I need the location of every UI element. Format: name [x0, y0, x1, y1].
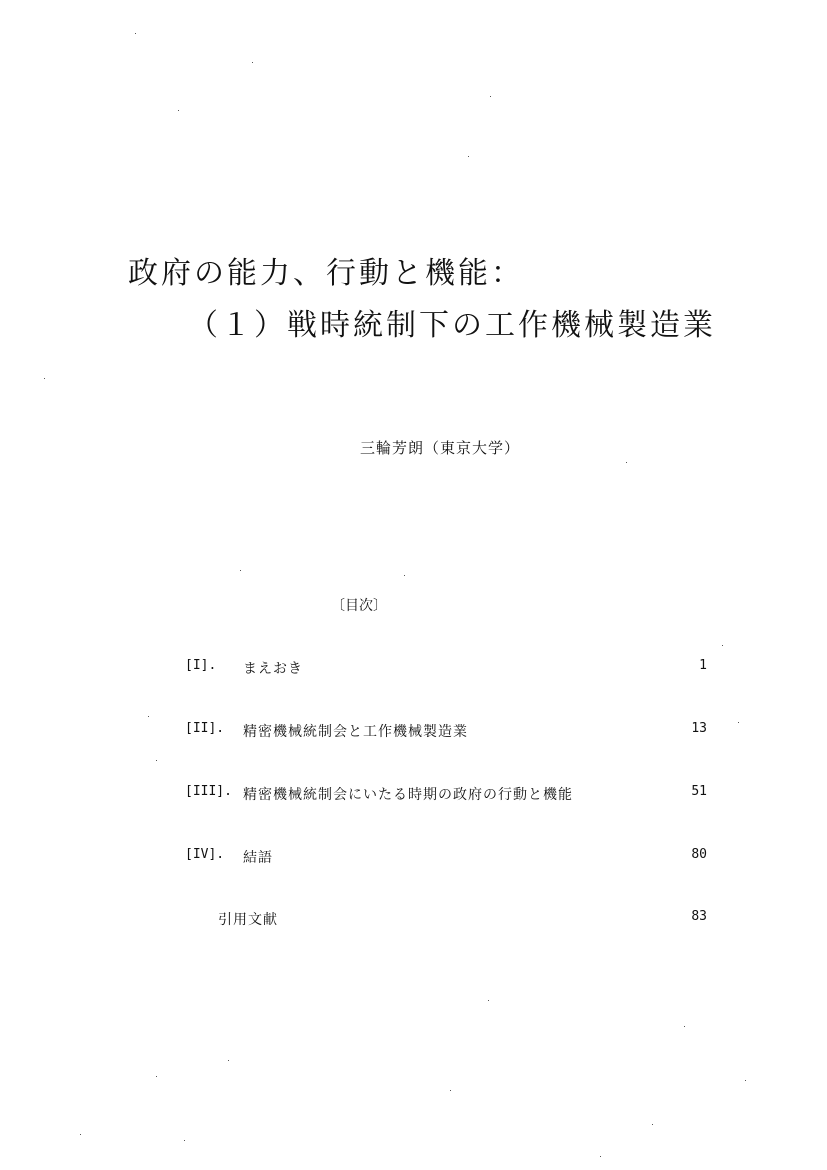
toc-item-number: [I].	[185, 658, 217, 673]
title-line-2: （１）戦時統制下の工作機械製造業	[188, 308, 716, 343]
toc-item-number: [II].	[185, 721, 225, 736]
toc-item-number: [III].	[185, 784, 232, 799]
toc-item-5	[0, 909, 827, 929]
toc-item-number: [IV].	[185, 847, 225, 862]
author-affiliation: 三輪芳朗（東京大学）	[360, 439, 521, 457]
toc-item-3	[0, 784, 827, 804]
toc-heading: 〔目次〕	[331, 598, 387, 614]
toc-item-2	[0, 721, 827, 741]
toc-item-page: 51	[691, 784, 707, 799]
toc-item-title: 結語	[243, 850, 273, 866]
toc-item-title: まえおき	[243, 661, 303, 677]
toc-item-page: 13	[691, 721, 707, 736]
toc-item-title: 引用文献	[218, 912, 278, 928]
toc-item-page: 80	[691, 847, 707, 862]
toc-item-title: 精密機械統制会にいたる時期の政府の行動と機能	[243, 787, 573, 803]
toc-item-1	[0, 658, 827, 678]
toc-item-title: 精密機械統制会と工作機械製造業	[243, 724, 468, 740]
toc-item-page: 1	[699, 658, 707, 673]
toc-item-page: 83	[691, 909, 707, 924]
toc-item-4	[0, 847, 827, 867]
title-line-1: 政府の能力、行動と機能：	[128, 256, 524, 291]
